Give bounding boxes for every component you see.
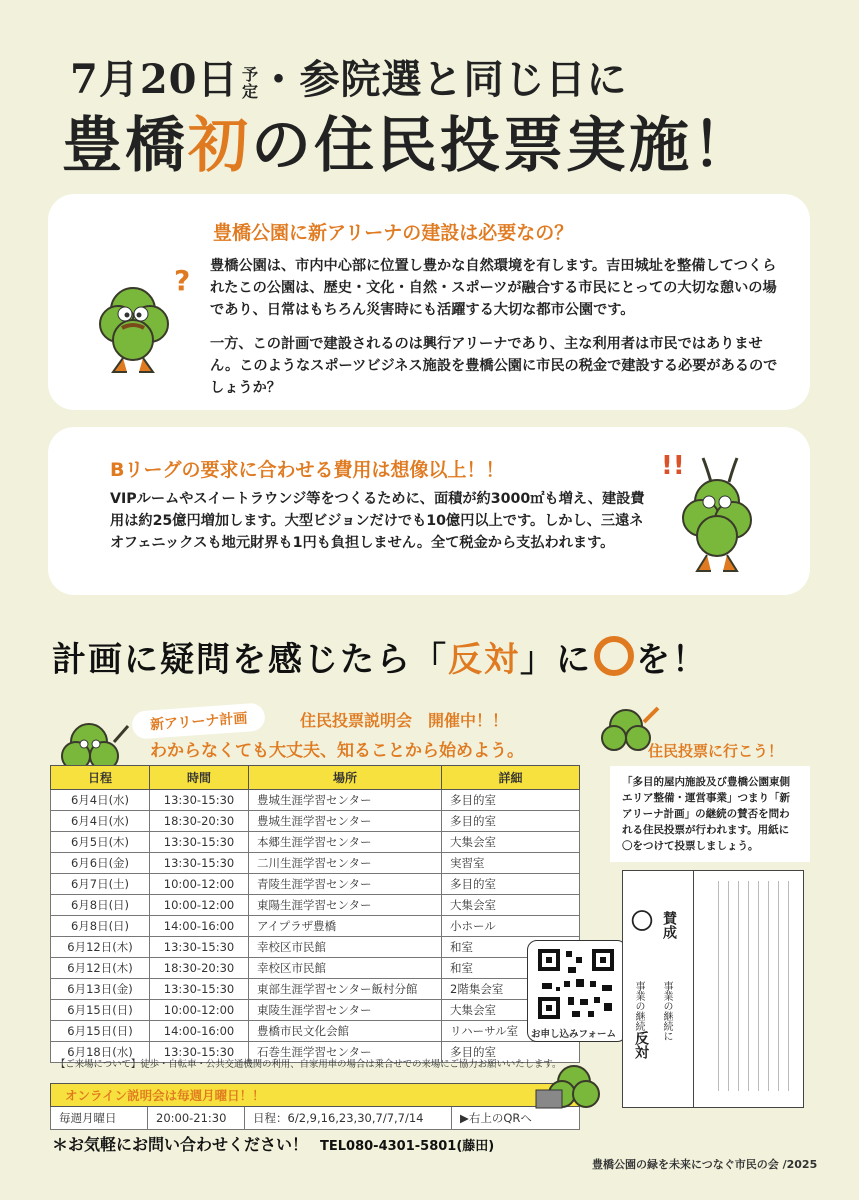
contact-text: ＊お気軽にお問い合わせください！ bbox=[52, 1135, 309, 1154]
svg-text:?: ? bbox=[174, 264, 191, 297]
session-time: 13:30-15:30 bbox=[150, 937, 249, 958]
session-place: 豊城生涯学習センター bbox=[249, 811, 442, 832]
venue-note: 【ご来場について】徒歩・自転車・公共交通機関の利用、自家用車の場合は乗合せでの来場にご協力お願いいたします。 bbox=[56, 1059, 562, 1070]
session-date: 6月5日(木) bbox=[51, 832, 150, 853]
session-room: 多目的室 bbox=[442, 790, 580, 811]
session-schedule-table bbox=[50, 765, 580, 1063]
svg-text:!!: !! bbox=[661, 451, 685, 481]
session-room: 大集会室 bbox=[442, 832, 580, 853]
session-date: 6月12日(木) bbox=[51, 958, 150, 979]
ballot-oppose-sub: 事業の継続に bbox=[633, 981, 644, 1041]
session-date: 6月8日(日) bbox=[51, 916, 150, 937]
card2-text bbox=[110, 488, 650, 566]
contact-phone[interactable]: TEL080-4301-5801(藤田) bbox=[320, 1139, 495, 1154]
session-room: 大集会室 bbox=[442, 895, 580, 916]
session-date: 6月7日(土) bbox=[51, 874, 150, 895]
session-room: 小ホール bbox=[442, 916, 580, 937]
mascot-surprised-icon bbox=[655, 440, 780, 585]
session-place: 幸校区市民館 bbox=[249, 937, 442, 958]
session-room: 和室 bbox=[442, 937, 580, 958]
session-place: 二川生涯学習センター bbox=[249, 853, 442, 874]
session-date: 6月4日(水) bbox=[51, 811, 150, 832]
session-room: 多目的室 bbox=[442, 874, 580, 895]
vote-text: 「多目的屋内施設及び豊橋公園東側エリア整備・運営事業」つまり「新アリーナ計画」の継続の賛否を問われる住民投票が行われます。用紙に〇をつけて投票しましょう。 bbox=[622, 776, 790, 852]
table-row bbox=[51, 790, 580, 811]
table-row bbox=[51, 916, 580, 937]
footer-org: 豊橋公園の緑を未来につなぐ市民の会 /2025 bbox=[592, 1158, 818, 1171]
session-time: 18:30-20:30 bbox=[150, 811, 249, 832]
sessions-subtitle: わからなくても大丈夫、知ることから始めよう。 bbox=[150, 741, 524, 761]
column-header-time: 時間 bbox=[150, 766, 249, 790]
online-frequency: 毎週月曜日 bbox=[51, 1107, 148, 1130]
session-place: 東陵生涯学習センター bbox=[249, 1000, 442, 1021]
online-qr-link[interactable]: ▶右上のQRへ bbox=[452, 1107, 580, 1130]
session-room: 2階集会室 bbox=[442, 979, 580, 1000]
card2-paragraph-1: VIPルームやスイートラウンジ等をつくるために、面積が約3000㎡も増え、建設費用は約25億円増加します。大型ビジョンだけでも10億円以上です。しかし、三遠ネオフェニックスも地元財界も1円も負担しません。全て税金から支払われます。 bbox=[110, 491, 645, 551]
table-row bbox=[51, 979, 580, 1000]
session-time: 13:30-15:30 bbox=[150, 979, 249, 1000]
session-date: 6月8日(日) bbox=[51, 895, 150, 916]
circle-mark-icon bbox=[594, 636, 634, 676]
table-row bbox=[51, 937, 580, 958]
ballot-oppose: 反対 bbox=[633, 1031, 649, 1059]
session-room: 多目的室 bbox=[442, 811, 580, 832]
session-time: 10:00-12:00 bbox=[150, 874, 249, 895]
session-date: 6月4日(水) bbox=[51, 790, 150, 811]
session-place: 幸校区市民館 bbox=[249, 958, 442, 979]
session-room: 大集会室 bbox=[442, 1000, 580, 1021]
session-time: 13:30-15:30 bbox=[150, 1042, 249, 1063]
column-header-date: 日程 bbox=[51, 766, 150, 790]
session-date: 6月15日(日) bbox=[51, 1021, 150, 1042]
session-time: 18:30-20:30 bbox=[150, 958, 249, 979]
session-time: 14:00-16:00 bbox=[150, 916, 249, 937]
session-time: 13:30-15:30 bbox=[150, 790, 249, 811]
ballot-favor-sub: 事業の継続に bbox=[661, 981, 672, 1041]
headline-main: 豊橋初の住民投票実施！ bbox=[62, 111, 755, 181]
table-row bbox=[51, 958, 580, 979]
session-time: 10:00-12:00 bbox=[150, 1000, 249, 1021]
session-place: 青陵生涯学習センター bbox=[249, 874, 442, 895]
table-row bbox=[51, 895, 580, 916]
table-row bbox=[51, 1107, 580, 1130]
table-header-row bbox=[51, 766, 580, 790]
session-room: 和室 bbox=[442, 958, 580, 979]
card1-title: 豊橋公園に新アリーナの建設は必要なの？ bbox=[213, 222, 574, 244]
session-date: 6月18日(水) bbox=[51, 1042, 150, 1063]
card2-title: Bリーグの要求に合わせる費用は想像以上！！ bbox=[110, 459, 505, 481]
session-time: 10:00-12:00 bbox=[150, 895, 249, 916]
table-row bbox=[51, 874, 580, 895]
vote-info-box bbox=[610, 766, 810, 862]
session-time: 13:30-15:30 bbox=[150, 853, 249, 874]
table-row bbox=[51, 853, 580, 874]
qr-code-icon bbox=[528, 941, 624, 1025]
ballot-mark: 〇 bbox=[631, 910, 654, 935]
mascot-laptop-icon bbox=[528, 1060, 608, 1120]
online-session-table bbox=[50, 1083, 580, 1130]
table-row bbox=[51, 1000, 580, 1021]
column-header-detail: 詳細 bbox=[442, 766, 580, 790]
sessions-title: 住民投票説明会 開催中！！ bbox=[300, 711, 509, 730]
session-place: アイプラザ豊橋 bbox=[249, 916, 442, 937]
card1-paragraph-1: 豊橋公園は、市内中心部に位置し豊かな自然環境を有します。吉田城址を整備してつくられたこの公園は、歴史・文化・自然・スポーツが融合する市民にとっての大切な憩いの場であり、日常はもちろん災害時にも活躍する大切な都市公園です。 bbox=[210, 258, 777, 318]
online-header: オンライン説明会は毎週月曜日！！ bbox=[51, 1084, 580, 1107]
session-date: 6月15日(日) bbox=[51, 1000, 150, 1021]
online-time: 20:00-21:30 bbox=[148, 1107, 245, 1130]
session-time: 14:00-16:00 bbox=[150, 1021, 249, 1042]
ballot-sample bbox=[622, 870, 804, 1108]
session-date: 6月12日(木) bbox=[51, 937, 150, 958]
session-place: 石巻生涯学習センター bbox=[249, 1042, 442, 1063]
headline-date: 7月20日予定・参院選と同じ日に bbox=[70, 56, 628, 103]
session-room: リハーサル室 bbox=[442, 1021, 580, 1042]
session-time: 13:30-15:30 bbox=[150, 832, 249, 853]
vote-title: 住民投票に行こう！ bbox=[648, 742, 784, 760]
session-place: 東部生涯学習センター飯村分館 bbox=[249, 979, 442, 1000]
session-room: 実習室 bbox=[442, 853, 580, 874]
contact-line bbox=[52, 1132, 494, 1155]
session-room: 多目的室 bbox=[442, 1042, 580, 1063]
call-to-action: 計画に疑問を感じたら「反対」に を！ bbox=[52, 632, 708, 681]
session-place: 豊城生涯学習センター bbox=[249, 790, 442, 811]
table-row bbox=[51, 832, 580, 853]
session-place: 豊橋市民文化会館 bbox=[249, 1021, 442, 1042]
session-place: 東陽生涯学習センター bbox=[249, 895, 442, 916]
mascot-question-icon bbox=[88, 262, 208, 387]
online-dates: 日程：6/2,9,16,23,30,7/7,7/14 bbox=[245, 1107, 452, 1130]
card1-paragraph-2: 一方、この計画で建設されるのは興行アリーナであり、主な利用者は市民ではありません。このようなスポーツビジネス施設を豊橋公園に市民の税金で建設する必要があるのでしょうか？ bbox=[210, 336, 778, 396]
session-date: 6月6日(金) bbox=[51, 853, 150, 874]
qr-form-label: お申し込みフォーム bbox=[531, 1029, 617, 1040]
plan-tag: 新アリーナ計画 bbox=[131, 702, 266, 739]
session-place: 本郷生涯学習センター bbox=[249, 832, 442, 853]
card1-text bbox=[210, 255, 790, 411]
table-row bbox=[51, 1021, 580, 1042]
table-row bbox=[51, 811, 580, 832]
column-header-place: 場所 bbox=[249, 766, 442, 790]
session-date: 6月13日(金) bbox=[51, 979, 150, 1000]
ballot-favor: 賛成 bbox=[661, 911, 677, 939]
